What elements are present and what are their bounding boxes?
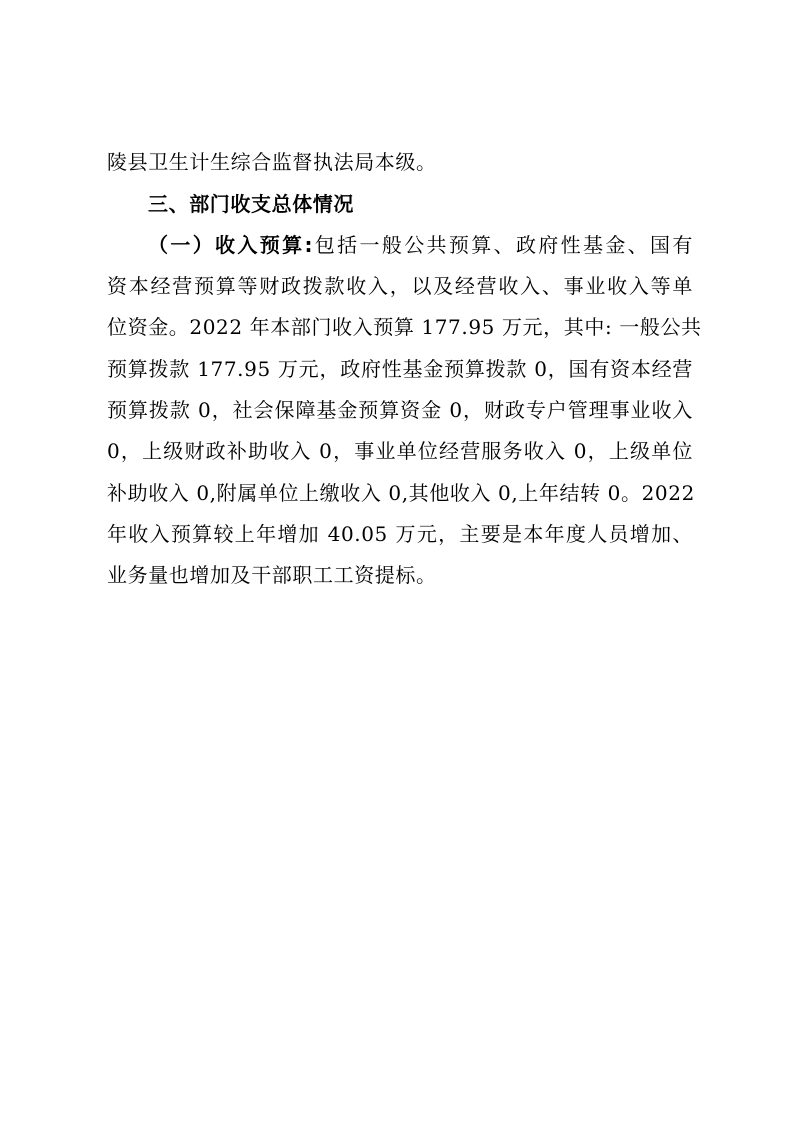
paragraph-line-6: 0，上级财政补助收入 0，事业单位经营服务收入 0，上级单位 — [107, 439, 693, 463]
paragraph-line-2: 资本经营预算等财政拨款收入，以及经营收入、事业收入等单 — [107, 274, 693, 298]
paragraph-line-9: 业务量也增加及干部职工工资提标。 — [107, 563, 437, 587]
paragraph-line-1 — [148, 231, 693, 259]
paragraph-line-3: 位资金。2022 年本部门收入预算 177.95 万元，其中: 一般公共 — [107, 315, 702, 339]
paragraph-line-8: 年收入预算较上年增加 40.05 万元，主要是本年度人员增加、 — [107, 522, 693, 546]
paragraph-line-1-text: 包括一般公共预算、政府性基金、国有 — [313, 233, 693, 257]
paragraph-line-7: 补助收入 0,附属单位上缴收入 0,其他收入 0,上年结转 0。2022 — [107, 481, 695, 505]
subsection-lead: （一）收入预算: — [148, 233, 314, 257]
continuation-line: 陵县卫生计生综合监督执法局本级。 — [107, 150, 437, 174]
section-heading: 三、部门收支总体情况 — [148, 192, 354, 216]
paragraph-line-5: 预算拨款 0，社会保障基金预算资金 0，财政专户管理事业收入 — [107, 398, 693, 422]
paragraph-line-4: 预算拨款 177.95 万元，政府性基金预算拨款 0，国有资本经营 — [107, 357, 693, 381]
